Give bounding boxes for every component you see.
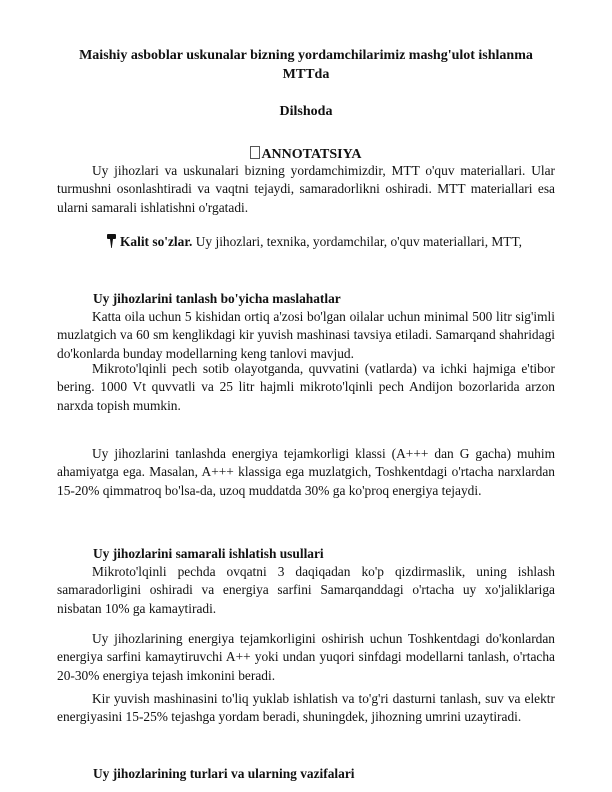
pin-icon xyxy=(107,234,116,248)
section-heading-types: Uy jihozlarining turlari va ularning vazifalari xyxy=(93,766,355,781)
section-heading-selection: Uy jihozlarini tanlash bo'yicha maslahatlar xyxy=(93,291,341,306)
keywords-line xyxy=(107,233,522,251)
annotation-paragraph: Uy jihozlari va uskunalari bizning yordamchimizdir, MTT o'quv materiallari. Ular turmushni osonlashtiradi va vaqtni tejaydi, samaradorlikni oshiradi. MTT materiallari esa ularni samarali ishlatishni o'rgatadi. xyxy=(57,163,555,215)
paragraph-microwave-choice: Mikroto'lqinli pech sotib olayotganda, quvvatini (vatlarda) va ichki hajmiga e'tibor bering. 1000 Vt quvvatli va 25 litr hajmli mikroto'lqinli pech Andijon bozorlarida arzon narxda topish mumkin. xyxy=(57,361,555,413)
paragraph-energy-class: Uy jihozlarini tanlashda energiya tejamkorligi klassi (A+++ dan G gacha) muhim ahamiyatga ega. Masalan, A+++ klassiga ega muzlatgich, Toshkentdagi o'rtacha narxlardan 15-20% qimmatroq bo'lsa-da, uzoq muddatda 30% ga ko'proq energiya tejaydi. xyxy=(57,446,555,498)
author-name: Dilshoda xyxy=(279,104,333,119)
missing-glyph-icon xyxy=(250,146,260,159)
section-heading-usage: Uy jihozlarini samarali ishlatish usullari xyxy=(93,546,324,561)
paragraph-large-family: Katta oila uchun 5 kishidan ortiq a'zosi bo'lgan oilalar uchun minimal 500 litr sig'imli muzlatgich va 60 sm kenglikdagi kir yuvish mashinasi tavsiya etiladi. Samarqand shahridagi do'konlarda bunday modellarning keng tanlovi mavjud. xyxy=(57,309,555,361)
document-title: Maishiy asboblar uskunalar bizning yordamchilarimiz mashg'ulot ishlanma MTTda xyxy=(79,48,533,82)
annotation-heading-text: ANNOTATSIYA xyxy=(261,147,362,162)
keywords-text: Uy jihozlari, texnika, yordamchilar, o'quv materiallari, MTT, xyxy=(195,234,523,249)
paragraph-washing-machine: Kir yuvish mashinasini to'liq yuklab ishlatish va to'g'ri dasturni tanlash, suv va elektr energiyasini 15-25% tejashga yordam beradi, shuningdek, jihozning umrini uzaytiradi. xyxy=(57,691,555,725)
paragraph-microwave-usage: Mikroto'lqinli pechda ovqatni 3 daqiqadan ko'p qizdirmaslik, uning ishlash samaradorligini oshiradi va energiya sarfini Samarqanddagi o'rtacha uy xo'jaliklariga nisbatan 10% ga kamaytiradi. xyxy=(57,564,555,616)
keywords-label: Kalit so'zlar. xyxy=(120,234,193,249)
paragraph-energy-saving: Uy jihozlarining energiya tejamkorligini oshirish uchun Toshkentdagi do'konlardan energiya sarfini kamaytiruvchi A++ yoki undan yuqori sinfdagi modellarni tanlash, o'rtacha 20-30% energiya tejash imkonini beradi. xyxy=(57,631,555,683)
